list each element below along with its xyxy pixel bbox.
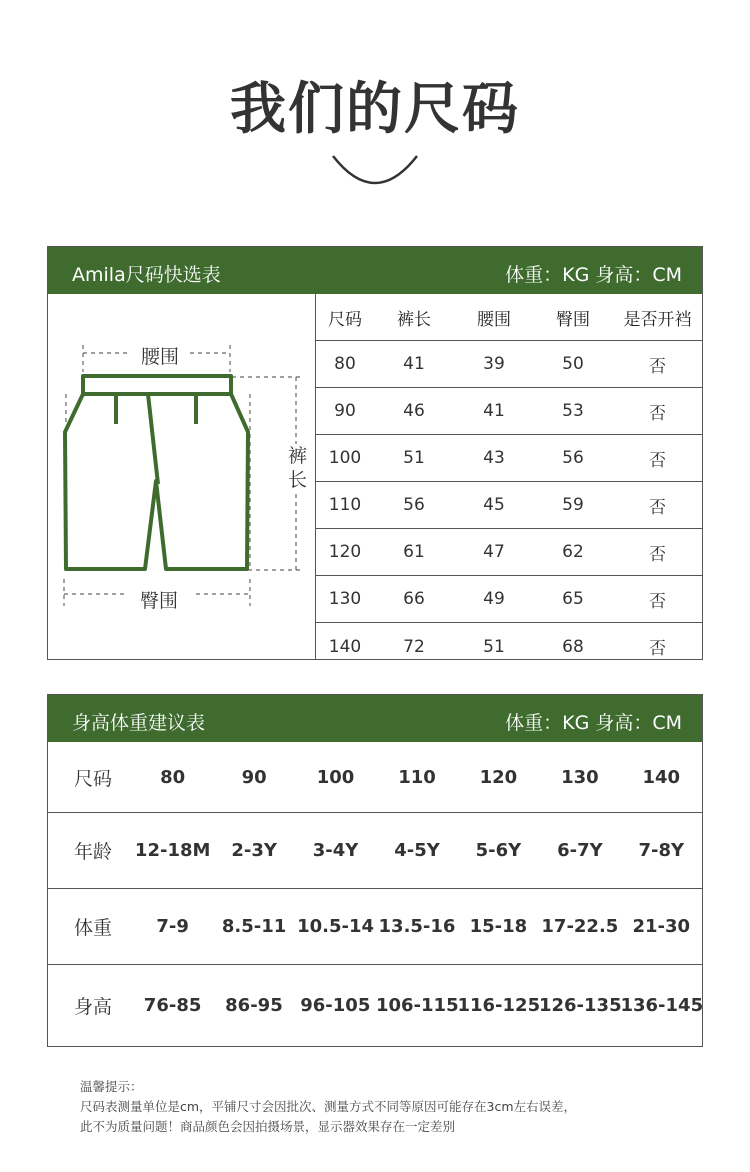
- table-row: [316, 482, 703, 529]
- column-header: 腰围: [477, 309, 511, 330]
- table-cell: 43: [483, 448, 505, 468]
- table-cell: 72: [403, 636, 425, 657]
- table-cell: 120: [479, 766, 518, 788]
- table-cell: 49: [483, 589, 505, 609]
- table-cell: 80: [334, 354, 356, 374]
- table-row: [316, 435, 703, 482]
- length-label: 裤长: [288, 445, 308, 491]
- height-weight-grid: [48, 742, 702, 1045]
- shorts-outline-icon: [48, 294, 315, 660]
- table-cell: 65: [562, 589, 584, 609]
- table-cell: 否: [649, 639, 666, 659]
- waist-label: 腰围: [141, 346, 180, 368]
- table-cell: 106-115: [375, 994, 459, 1016]
- smile-decoration: [330, 152, 420, 192]
- table-cell: 140: [328, 636, 362, 657]
- table-cell: 否: [649, 591, 666, 612]
- table-cell: 66: [403, 589, 425, 609]
- table-cell: 50: [562, 354, 584, 374]
- table-cell: 7-8Y: [638, 840, 685, 861]
- table-cell: 51: [483, 636, 505, 657]
- row-label: 年龄: [74, 841, 113, 863]
- table-cell: 56: [562, 448, 584, 468]
- table-cell: 4-5Y: [394, 840, 440, 861]
- table-row: [316, 341, 703, 388]
- column-header: 是否开裆: [623, 309, 692, 330]
- table-row: [316, 623, 703, 670]
- table-cell: 51: [403, 448, 425, 468]
- table-cell: 110: [398, 766, 436, 788]
- table-cell: 41: [483, 401, 505, 421]
- table-cell: 45: [483, 495, 505, 515]
- page-title: 我们的尺码: [230, 77, 520, 142]
- table-row: [316, 529, 703, 576]
- column-header: 尺码: [328, 309, 362, 330]
- height-weight-units: 体重：KG 身高：CM: [505, 712, 682, 734]
- tips-heading: 温馨提示：: [80, 1079, 143, 1094]
- row-label: 身高: [74, 995, 113, 1018]
- table-cell: 5-6Y: [475, 840, 522, 861]
- table-cell: 3-4Y: [312, 840, 359, 861]
- table-cell: 140: [642, 766, 681, 788]
- table-cell: 41: [403, 354, 425, 374]
- table-cell: 120: [328, 542, 362, 562]
- size-table-units: 体重：KG 身高：CM: [505, 264, 682, 286]
- table-cell: 17-22.5: [541, 916, 619, 937]
- table-cell: 126-135: [538, 994, 622, 1016]
- column-header: 臀围: [556, 309, 590, 330]
- table-cell: 13.5-16: [378, 916, 456, 937]
- table-cell: 6-7Y: [557, 840, 603, 861]
- table-cell: 21-30: [632, 916, 691, 937]
- table-cell: 53: [562, 401, 584, 421]
- row-label: 尺码: [74, 767, 113, 790]
- shorts-diagram: [48, 294, 315, 660]
- size-quick-table: [47, 246, 703, 660]
- table-cell: 56: [403, 495, 425, 515]
- table-cell: 7-9: [156, 916, 189, 937]
- table-cell: 61: [403, 542, 425, 562]
- table-cell: 59: [562, 495, 584, 515]
- table-cell: 96-105: [300, 994, 371, 1016]
- hip-label: 臀围: [140, 590, 179, 612]
- table-cell: 39: [483, 354, 505, 374]
- row-label: 体重: [74, 917, 113, 939]
- table-cell: 10.5-14: [297, 916, 375, 937]
- table-cell: 47: [483, 542, 505, 562]
- table-cell: 90: [241, 766, 267, 788]
- table-cell: 15-18: [469, 916, 528, 937]
- table-cell: 110: [328, 495, 362, 515]
- table-row: [316, 388, 703, 435]
- table-row: [48, 889, 702, 965]
- column-header: 裤长: [397, 309, 431, 330]
- table-cell: 12-18M: [134, 840, 211, 861]
- table-cell: 130: [328, 589, 362, 609]
- size-grid: [316, 294, 703, 670]
- table-row: [48, 742, 702, 813]
- size-table-header: [48, 247, 702, 294]
- tips-line: 此不为质量问题！商品颜色会因拍摄场景，显示器效果存在一定差别: [80, 1119, 456, 1134]
- table-row: [316, 576, 703, 623]
- height-weight-title: 身高体重建议表: [72, 712, 206, 734]
- table-cell: 100: [316, 766, 355, 788]
- table-cell: 136-145: [620, 994, 704, 1016]
- table-cell: 62: [562, 542, 584, 562]
- table-cell: 46: [403, 401, 425, 421]
- table-cell: 116-125: [457, 994, 541, 1016]
- table-cell: 76-85: [143, 994, 202, 1016]
- table-cell: 2-3Y: [231, 840, 277, 861]
- table-row: [48, 813, 702, 889]
- table-cell: 否: [649, 356, 666, 377]
- table-cell: 8.5-11: [221, 916, 287, 937]
- table-cell: 80: [160, 766, 186, 788]
- table-cell: 68: [562, 636, 584, 657]
- size-table-title: Amila尺码快选表: [72, 264, 221, 286]
- tips-notes: [80, 1077, 576, 1137]
- table-cell: 100: [328, 448, 362, 468]
- table-cell: 否: [649, 544, 666, 565]
- table-cell: 否: [649, 497, 666, 518]
- table-cell: 90: [334, 401, 356, 421]
- table-cell: 否: [649, 450, 666, 471]
- height-weight-table: [47, 694, 703, 1047]
- table-row: [48, 965, 702, 1045]
- size-grid-header-row: [316, 294, 703, 341]
- table-cell: 130: [561, 766, 599, 788]
- height-weight-header: [48, 695, 702, 742]
- table-cell: 86-95: [225, 994, 283, 1016]
- tips-line: 尺码表测量单位是cm，平铺尺寸会因批次、测量方式不同等原因可能存在3cm左右误差，: [80, 1099, 577, 1114]
- table-cell: 否: [649, 403, 666, 424]
